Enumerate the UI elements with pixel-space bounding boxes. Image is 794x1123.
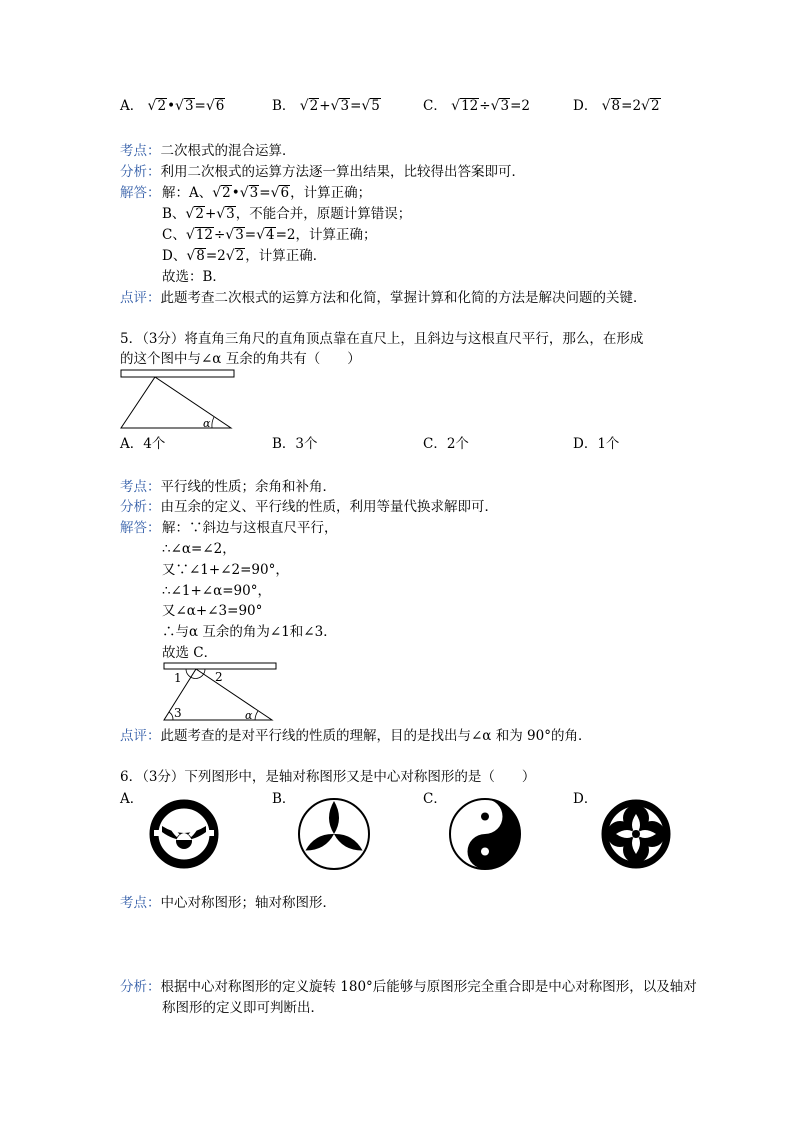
q6-stem: 6．（3分）下列图形中，是轴对称图形又是中心对称图形的是（ ）	[120, 769, 536, 785]
label-dianping: 点评：	[120, 728, 161, 744]
q4-jieda-line-4: D、√8=2√2，计算正确．	[162, 248, 327, 264]
label-kaodian: 考点：	[120, 143, 161, 159]
kaodian-text: 中心对称图形；轴对称图形．	[160, 895, 336, 911]
angle-2-label: 2	[215, 670, 223, 684]
q6-fenxi-line-2: 称图形的定义即可判断出．	[162, 1000, 324, 1016]
q6-figure-d-four-petals	[598, 796, 674, 872]
q5-jieda-line-2: ∴∠α=∠2，	[162, 541, 236, 557]
q5-option-a: A．4个	[120, 436, 166, 452]
q5-jieda-line-5: 又∠α+∠3=90°	[162, 603, 263, 619]
q5-option-b: B．3个	[272, 436, 318, 452]
dianping-text: 此题考查二次根式的运算方法和化简，掌握计算和化简的方法是解决问题的关键．	[160, 290, 647, 306]
alpha-label: α	[245, 709, 253, 722]
q5-jieda-line-3: 又∵∠1+∠2=90°，	[162, 562, 289, 578]
q4-jieda-line-5: 故选：B．	[162, 269, 226, 285]
q6-figure-c-yin-yang	[447, 796, 523, 872]
q6-figure-a-emblem	[146, 796, 222, 872]
q6-kaodian	[120, 895, 336, 911]
label-fenxi: 分析：	[120, 499, 161, 515]
q6-fenxi	[120, 979, 697, 995]
q6-option-c-label: C．	[423, 791, 447, 807]
q4-option-b: B． √2+√3=√5	[272, 98, 380, 114]
q5-jieda-line-1: 解：∵斜边与这根直尺平行，	[162, 520, 338, 536]
q4-jieda-line-1: 解：A、√2•√3=√6，计算正确；	[162, 185, 372, 201]
q5-option-c: C．2个	[423, 436, 469, 452]
label-kaodian: 考点：	[120, 895, 161, 911]
q5-option-d: D．1个	[573, 436, 620, 452]
q5-stem-line-2: 的这个图中与∠α 互余的角共有（ ）	[120, 351, 361, 367]
fenxi-text: 利用二次根式的运算方法逐一算出结果，比较得出答案即可．	[160, 164, 525, 180]
label-jieda: 解答：	[120, 185, 161, 201]
q4-option-c: C． √12÷√3=2	[423, 98, 530, 114]
q6-figure-b-three-petals	[296, 796, 372, 872]
label-jieda: 解答：	[120, 520, 161, 536]
fenxi-text-line-1: 根据中心对称图形的定义旋转 180°后能够与原图形完全重合即是中心对称图形，以及轴对	[160, 979, 697, 995]
q5-jieda-line-6: ∴与α 互余的角为∠1和∠3．	[162, 624, 337, 640]
option-letter: B．	[272, 98, 296, 114]
q4-option-d: D． √8=2√2	[573, 98, 660, 114]
q5-stem-line-1: 5．（3分）将直角三角尺的直角顶点靠在直尺上，且斜边与这根直尺平行，那么，在形成	[120, 331, 644, 347]
kaodian-text: 二次根式的混合运算．	[160, 143, 296, 159]
angle-1-label: 1	[174, 671, 182, 685]
q5-jieda-line-7: 故选 C．	[162, 645, 218, 661]
label-fenxi: 分析：	[120, 164, 161, 180]
q5-dianping	[120, 728, 591, 744]
q6-option-a-label: A．	[120, 791, 144, 807]
option-letter: A．	[120, 98, 144, 114]
q4-jieda-line-2: B、√2+√3，不能合并，原题计算错误；	[162, 206, 412, 222]
q6-option-d-label: D．	[573, 791, 598, 807]
alpha-arc	[255, 711, 258, 720]
q4-jieda-line-3: C、√12÷√3=√4=2，计算正确；	[162, 227, 377, 243]
q5-jieda-line-4: ∴∠1+∠α=90°，	[162, 583, 271, 599]
angle-3-arc	[169, 712, 173, 720]
label-kaodian: 考点：	[120, 479, 161, 495]
label-dianping: 点评：	[120, 290, 161, 306]
ruler	[164, 663, 276, 669]
alpha-label: α	[203, 417, 211, 430]
label-fenxi: 分析：	[120, 979, 161, 995]
q4-option-a: A． √2•√3=√6	[120, 98, 225, 114]
option-letter: C．	[423, 98, 447, 114]
fenxi-text: 由互余的定义、平行线的性质，利用等量代换求解即可．	[160, 499, 498, 515]
q6-option-b-label: B．	[272, 791, 296, 807]
angle-3-label: 3	[174, 706, 182, 720]
kaodian-text: 平行线的性质；余角和补角．	[160, 479, 336, 495]
option-letter: D．	[573, 98, 598, 114]
dianping-text: 此题考查的是对平行线的性质的理解，目的是找出与∠α 和为 90°的角．	[160, 728, 592, 744]
